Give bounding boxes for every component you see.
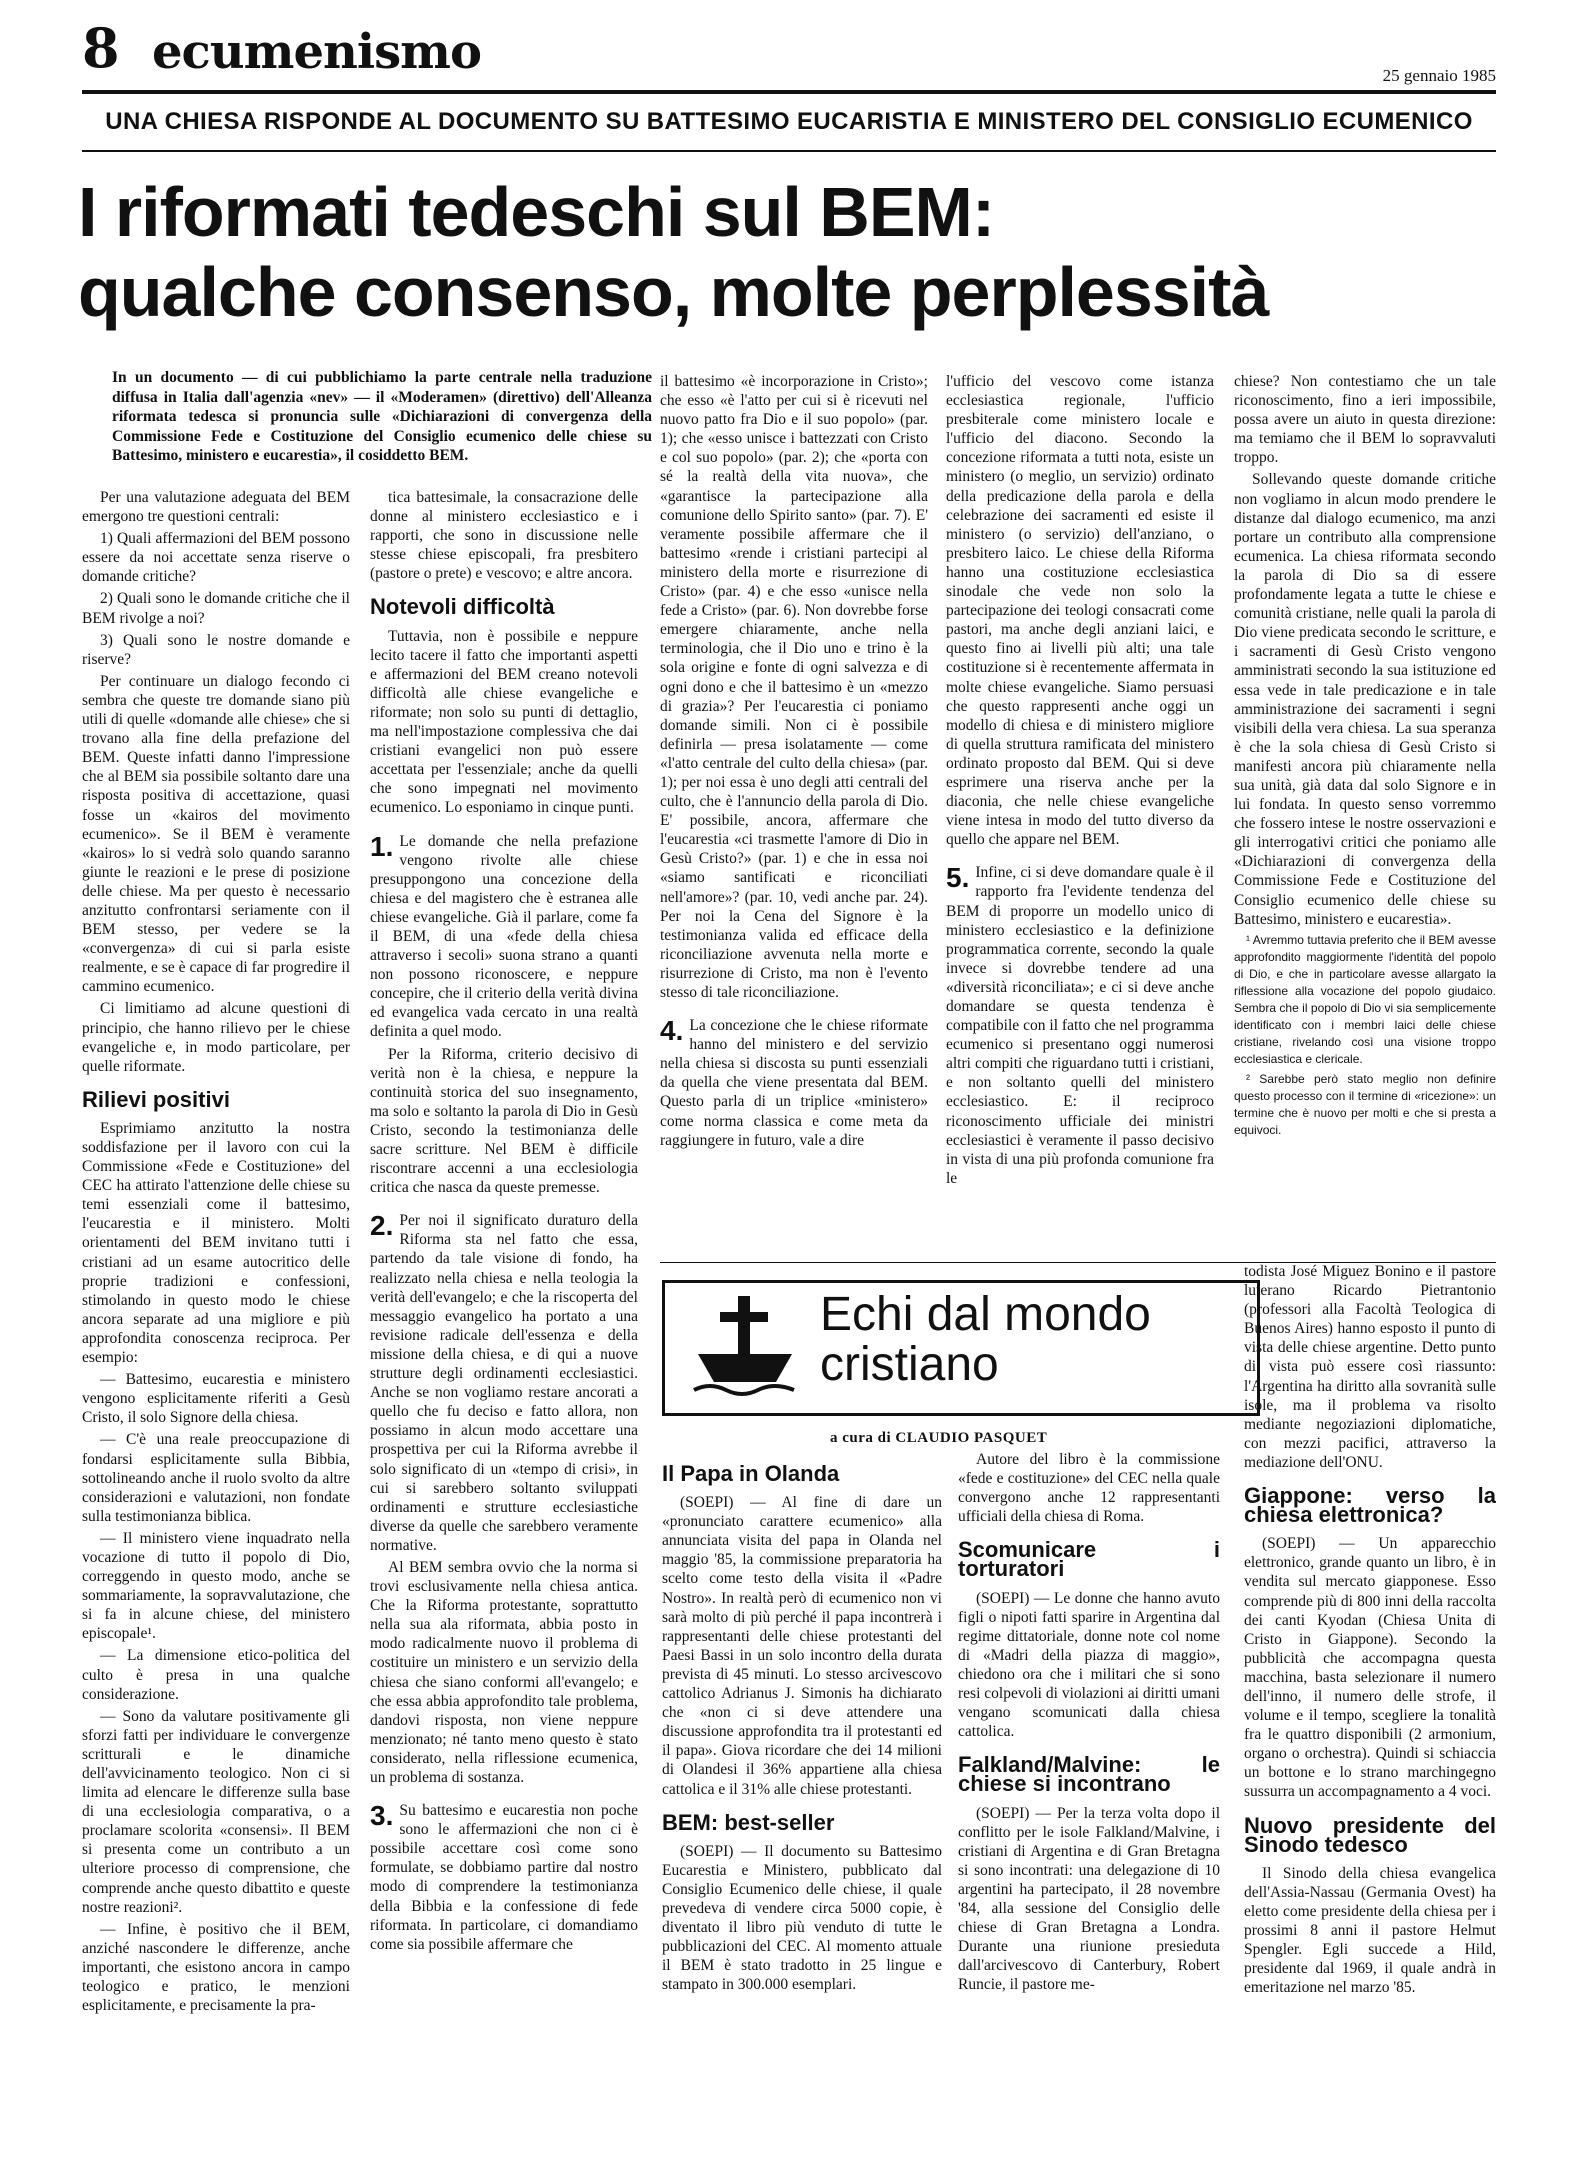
section-title: ecumenismo <box>152 24 481 80</box>
echi-title-line-2: cristiano <box>820 1338 999 1391</box>
footnote-2: ² Sarebbe però stato meglio non definire questo processo con il termine di «ricezione»: un termine che è nuovo per molti e che si presta a equivoci. <box>1234 1071 1496 1137</box>
paragraph: Esprimiamo anzitutto la nostra soddisfazione per il lavoro con cui la Commissione «Fede e Costituzione» del CEC ha attirato l'attenzione delle chiese su temi essenziali come il battesimo, l'eucarestia e il ministero. Molti orientamenti del BEM invitano tutti i cristiani ad un esame autocritico delle proprie tradizioni e confessioni, stimolando in questo modo le chiese ancora separate ad una migliore e più approfondita conoscenza reciproca. Per esempio: <box>82 1119 350 1367</box>
issue-date: 25 gennaio 1985 <box>1382 66 1496 85</box>
subheading-difficolta: Notevoli difficoltà <box>370 594 555 620</box>
paragraph: — La dimensione etico-politica del culto è presa in una qualche considerazione. <box>82 1647 350 1703</box>
paragraph: 1) Quali affermazioni del BEM possono essere da noi accettate senza riserve o domande critiche? <box>82 530 350 586</box>
news-text-falkland: (SOEPI) — Per la terza volta dopo il conflitto per le isole Falkland/Malvine, i cristiani di Argentina e di Gran Bretagna si sono incontrati: una delegazione di 10 argentini ha partecipato, il 28 novembre '84, alla sessione del Consiglio delle chiese di Gran Bretagna a Londra. Durante una riunione presieduta dall'arcivescovo di Canterbury, Robert Runcie, il pastore me- <box>958 1804 1220 1994</box>
echi-title-line-1: Echi dal mondo <box>820 1288 1151 1341</box>
news-text-falkland-cont: todista José Miguez Bonino e il pastore luterano Ricardo Pietrantonio (professori alla Facoltà Teologica di Buenos Aires) hanno esposto il punto di vista delle chiese argentine. Detto punto di vista può essere così riassunto: l'Argentina ha diritto alla sovranità sulle isole, ma il problema va risolto mediante negoziazioni diplomatiche, con mezzi pacifici, attraverso la mediazione dell'ONU. <box>1244 1263 1496 1471</box>
news-title-sinodo: Nuovo presidente del Sinodo tedesco <box>1244 1812 1496 1857</box>
paragraph: Per una valutazione adeguata del BEM emergono tre questioni centrali: <box>82 489 350 526</box>
news-text-bem: (SOEPI) — Il documento su Battesimo Eucarestia e Ministero, pubblicato dal Consiglio Ecumenico delle chiese, il quale prevedeva di vendere circa 5000 copie, è diventato il libro più venduto di tutte le pubblicazioni del CEC. Al momento attuale il BEM è stato tradotto in 25 lingue e stampato in 300.000 esemplari. <box>662 1842 942 1994</box>
article-column-1 <box>82 488 350 2148</box>
cross-boat-icon <box>690 1290 800 1400</box>
headline <box>78 172 1498 332</box>
article-column-5 <box>1234 372 1496 1252</box>
point-number: 3. <box>370 1800 394 1832</box>
paragraph: Su battesimo e eucarestia non poche sono le affermazioni che non ci è possibile accettare così come sono formulate, se dobbiamo partire dal nostro modo di comprendere la testimonianza della Bibbia e la confessione di fede riformata. In particolare, ci domandiamo come sia possibile affermare che <box>370 1802 638 1953</box>
news-text-sinodo: Il Sinodo della chiesa evangelica dell'Assia-Nassau (Germania Ovest) ha eletto come presidente della chiesa per i prossimi 8 anni il pastore Helmut Spengler. Egli succede a Hild, presidente dal 1969, il quale andrà in emeritazione nel marzo '85. <box>1244 1864 1496 1997</box>
headline-line-1: I riformati tedeschi sul BEM: <box>78 173 995 251</box>
paragraph: 2) Quali sono le domande critiche che il BEM rivolge a noi? <box>82 590 350 627</box>
paragraph: Tuttavia, non è possibile e neppure lecito tacere il fatto che importanti aspetti e affermazioni del BEM creano notevoli difficoltà alle chiese evangeliche e riformate; non solo su punti di dettaglio, ma nell'impostazione complessiva che dai cristiani evangelici non può essere accettata per l'essenziale; anche da quelli che sono impegnati nel movimento ecumenico. Lo esponiamo in cinque punti. <box>370 627 638 817</box>
news-title-giappone: Giappone: verso la chiesa elettronica? <box>1244 1483 1496 1528</box>
echi-curator: a cura di CLAUDIO PASQUET <box>830 1430 1048 1446</box>
point-number: 1. <box>370 830 394 862</box>
paragraph: Per noi il significato duraturo della Riforma sta nel fatto che essa, partendo da tale visione di fondo, ha realizzato nella chiesa e nella teologia la verità dell'evangelo; e che la riscoperta del messaggio evangelico ha portato a una revisione radicale dell'essenza e della missione della chiesa, e di qui a nuove strutture degli ordinamenti ecclesiastici. Anche se non vogliamo restare ancorati a quello che fu deciso e fatto allora, non possiamo in alcun modo accettare una prospettiva per cui la Riforma avrebbe il solo significato di un «tempo di crisi», in cui si sarebbero soltanto sviluppati ordinamenti e strutture ecclesiastiche diverse da quelle che sarebbero veramente normative. <box>370 1212 638 1554</box>
kicker: UNA CHIESA RISPONDE AL DOCUMENTO SU BATTESIMO EUCARISTIA E MINISTERO DEL CONSIGLIO ECUMENICO <box>105 108 1473 135</box>
point-number: 5. <box>946 862 970 894</box>
subheading-rilievi: Rilievi positivi <box>82 1086 230 1112</box>
paragraph: il battesimo «è incorporazione in Cristo»; che esso «è l'atto per cui si è ricevuti nel nuovo patto fra Dio e il suo popolo» (par. 1); che «esso unisce i battezzati con Cristo e col suo popolo» (par. 2); che «porta con sé la realtà della vita nuova», che «garantisce la partecipazione alla comunione dello Spirito santo» (par. 7). E' veramente possibile affermare che il battesimo «rende i cristiani partecipi al ministero della morte e risurrezione di Cristo» (par. 4) e che esso «unisce nella fede a Cristo» (par. 6). Non dovrebbe forse emergere chiaramente, anche nella terminologia, che il Dio uno e trino è la sola origine e fonte di ogni salvezza e di ogni dono e che il battesimo è un «mezzo di grazia»? Per l'eucarestia ci poniamo domande simili. Non ci è possibile definirla — presa isolatamente — come «l'atto centrale del culto della chiesa» (par. 1); per noi essa è uno degli atti centrali del culto, che è l'annuncio della parola di Dio. E' possibile, ancora, affermare che l'eucarestia «ci trasmette l'amore di Dio in Gesù Cristo?» (par. 1) e che in essa noi «siamo santificati e riconciliati nell'amore»? (par. 10, vedi anche par. 24). Per noi la Cena del Signore è la testimonianza valida ed efficace della riconciliazione avvenuta nella morte e risurrezione di Cristo, ma non è l'evento stesso di tale riconciliazione. <box>660 373 928 1001</box>
paragraph: Al BEM sembra ovvio che la norma si trovi esclusivamente nella chiesa antica. Che la Riforma protestante, soprattutto nella sua ala riformata, abbia posto in modo radicalmente nuovo il problema di costituire un ministero e un servizio della chiesa che siano conformi all'evangelo; e che essa abbia approfondito tale problema, dandovi risposta, non viene neppure menzionato; né tanto meno questo è stato considerato, nella riflessione ecumenica, un problema di sostanza. <box>370 1558 638 1786</box>
article-lead: In un documento — di cui pubblichiamo la parte centrale nella traduzione diffusa in Italia dall'agenzia «nev» — il «Moderamen» (direttivo) dell'Alleanza riformata tedesca si pronuncia sulle «Dichiarazioni di convergenza della Commissione Fede e Costituzione del Consiglio ecumenico delle chiese su Battesimo, ministero e eucarestia», il cosiddetto BEM. <box>112 369 652 464</box>
paragraph: — Infine, è positivo che il BEM, anziché nascondere le differenze, anche importanti, che esistono ancora in campo teologico e pratico, le menzioni esplicitamente, e precisamente la pra- <box>82 1920 350 2015</box>
page-number: 8 <box>82 16 120 80</box>
news-title-scomunicare: Scomunicare i torturatori <box>958 1537 1220 1582</box>
masthead-rule <box>82 90 1496 94</box>
paragraph: tica battesimale, la consacrazione delle donne al ministero ecclesiastico e i rapporti, che sono in discussione nelle stesse chiese episcopali, fra presbitero (pastore o prete) e vescovo; e altre ancora. <box>370 489 638 583</box>
echi-column-2 <box>958 1450 1220 2150</box>
paragraph: — C'è una reale preoccupazione di fondarsi esplicitamente sulla Bibbia, sottolineando anche il ruolo svolto da altre considerazioni e valutazioni, non fondate sulla testimonianza biblica. <box>82 1431 350 1525</box>
paragraph: 3) Quali sono le nostre domande e riserve? <box>82 631 350 668</box>
point-number: 2. <box>370 1210 394 1242</box>
paragraph: Sollevando queste domande critiche non vogliamo in alcun modo prendere le distanze dal dialogo ecumenico, ma anzi portare un contributo alla comprensione ecumenica. La chiesa riformata secondo la parola di Dio sa di essere profondamente legata a tutte le chiese e comunità cristiane, nelle quali la parola di Dio viene predicata secondo le scritture, e i sacramenti di Gesù Cristo vengono amministrati secondo la sua istituzione ed essa vede in tale predicazione e in tale amministrazione dei sacramenti i segni visibili della vera chiesa. La sua speranza è che la sola chiesa di Gesù Cristo si manifesti ancora più chiaramente nella sua unità, già data dal solo Signore e in lui fondata. In questo senso vorremmo che fossero intese le nostre osservazioni e gli interrogativi critici che poniamo alle «Dichiarazioni di convergenza della Commissione Fede e Costituzione del Consiglio ecumenico delle chiese su Battesimo, ministero e eucarestia». <box>1234 471 1496 928</box>
paragraph: — Battesimo, eucarestia e ministero vengono esplicitamente riferiti a Gesù Cristo, il solo Signore della chiesa. <box>82 1371 350 1427</box>
paragraph: — Il ministero viene inquadrato nella vocazione di tutto il popolo di Dio, correggendo in questo modo, anche se sommariamente, la sopravvalutazione, che si fa in alcune chiese, del ministero episcopale¹. <box>82 1529 350 1643</box>
paragraph: Per continuare un dialogo fecondo ci sembra che queste tre domande siano più utili di quelle «domande alle chiese» che si trovano alla fine della prefazione del BEM. Queste infatti danno l'impressione che al BEM sia possibile soltanto dare una risposta positiva di accettazione, quasi fosse un «kairos del movimento ecumenico». Se il BEM è veramente «kairos» lo si vedrà solo quando saranno giunte le reazioni e le prese di posizione delle chiese. Ma per questo è necessario anzitutto confrontarsi seriamente con il BEM stesso, per vedere se la «convergenza» di cui si parla esiste realmente, e se è capace di far progredire il cammino ecumenico. <box>82 672 350 996</box>
paragraph: Infine, ci si deve domandare quale è il rapporto fra l'evidente tendenza del BEM di proporre un modello unico di ministero ecclesiastico e la definizione programmatica corrente, secondo la quale invece si dovrebbe tendere ad una «diversità riconciliata»; e ci si deve anche domandare se questa tendenza è compatibile con il fatto che nel programma ecumenico si presentano oggi numerosi altri compiti che riguardano tutti i cristiani, e non soltanto quelli del ministero ecclesiastico. E: il reciproco riconoscimento ufficiale dei ministri ecclesiastici è veramente il passo decisivo in vista di una più profonda comunione fra le <box>946 864 1214 1187</box>
paragraph: Le domande che nella prefazione vengono rivolte alle chiese presuppongono una concezione della chiesa e del magistero che è estranea alle chiese evangeliche. Già il parlare, come fa il BEM, di una «fede della chiesa attraverso i secoli» suona strano a quanti non possono riconoscere, e neppure concepire, che il criterio della verità divina ed evangelica vada cercato in una realtà definita a quel modo. <box>370 832 638 1041</box>
kicker-rule <box>82 150 1496 152</box>
news-title-falkland: Falkland/Malvine: le chiese si incontrano <box>958 1752 1220 1797</box>
article-column-3 <box>660 372 928 1252</box>
paragraph: Per la Riforma, criterio decisivo di verità non è la chiesa, e neppure la continuità storica del suo insegnamento, ma solo e soltanto la parola di Dio in Gesù Cristo, secondo la testimonianza delle sacre scritture. Nel BEM è difficile riscontrare accenni a una ecclesiologia critica che nasca da queste premesse. <box>370 1045 638 1197</box>
paragraph: — Sono da valutare positivamente gli sforzi fatti per individuare le convergenze scritturali e le dinamiche dell'avvicinamento teologico. Non ci si limita ad elencare le differenze sulla base di una ecclesiologia comparativa, o a proclamare scolorita «consensi». Il BEM si presenta come un contributo a un ulteriore processo di comprensione, che comprende anche questo dibattito e queste nostre reazioni². <box>82 1707 350 1916</box>
news-text-papa: (SOEPI) — Al fine di dare un «pronunciato carattere ecumenico» alla annunciata visita del papa in Olanda nel maggio '85, la commissione preparatoria ha scelto come testo della visita il «Padre Nostro». In realtà però di ecumenico non vi sarà molto di più perché il papa incontrerà i rappresentanti delle chiese protestanti del Paesi Bassi in un solo incontro della durata prevista di 45 minuti. Lo stesso arcivescovo cattolico Adrianus J. Simonis ha dichiarato che «non ci si deve attendere una discussione approfondita tra il protestanti ed il papa». Giova ricordare che dei 14 milioni di Olandesi il 36% appartiene alla chiesa cattolica e il 31% alle chiese protestanti. <box>662 1494 942 1798</box>
news-text-autore: Autore del libro è la commissione «fede e costituzione» del CEC nella quale convergono anche 12 rappresentanti ufficiali della chiesa di Roma. <box>958 1451 1220 1526</box>
news-title-papa: Il Papa in Olanda <box>662 1461 840 1486</box>
article-column-2 <box>370 488 638 2148</box>
echi-title <box>820 1290 1151 1390</box>
paragraph: chiese? Non contestiamo che un tale riconoscimento, fino a ieri impossibile, possa avere un aiuto in questa direzione: ma temiamo che il BEM lo sopravvaluti troppo. <box>1234 373 1496 467</box>
paragraph: La concezione che le chiese riformate hanno del ministero e del servizio nella chiesa si discosta su punti essenziali da quella che viene presentata dal BEM. Questo parla di un triplice «ministero» come norma classica e come meta da raggiungere in futuro, vale a dire <box>660 1017 928 1149</box>
news-text-giappone: (SOEPI) — Un apparecchio elettronico, grande quanto un libro, è in vendita sul mercato giapponese. Esso comprende più di 800 inni della raccolta dei canti Kyodan (Chiesa Unita di Cristo in Giappone). Secondo la pubblicità che accompagna questa macchina, basta selezionare il numero dell'inno, il numero delle strofe, il volume e il tempo, scegliere la tonalità fra le quattro disponibili (2 armonium, organo o orchestra). Quindi si schiaccia un bottone e lo strano marchingegno sussurra un accompagnamento a 4 voci. <box>1244 1535 1496 1801</box>
footnote-1: ¹ Avremmo tuttavia preferito che il BEM avesse approfondito maggiormente l'identità del popolo di Dio, e che in particolare avesse allargato la riflessione alla vocazione del popolo giudaico. Sembra che il popolo di Dio vi sia semplicemente identificato con i membri laici delle chiese cristiane, rivelando così una visione troppo ecclesiastica e clericale. <box>1234 932 1496 1066</box>
echi-column-1 <box>662 1450 942 2150</box>
paragraph: Ci limitiamo ad alcune questioni di principio, che hanno rilievo per le chiese evangeliche e, in modo particolare, per quelle riformate. <box>82 1000 350 1075</box>
article-column-4 <box>946 372 1214 1252</box>
headline-line-2: qualche consenso, molte perplessità <box>78 253 1269 331</box>
news-text-scomunicare: (SOEPI) — Le donne che hanno avuto figli o nipoti fatti sparire in Argentina dal regime dittatoriale, donne note col nome di «Madri della piazza di maggio», chiedono ora che i militari che si sono resi colpevoli di violazioni ai diritti umani vengano scomunicati dalla chiesa cattolica. <box>958 1589 1220 1741</box>
point-number: 4. <box>660 1015 684 1047</box>
news-title-bem: BEM: best-seller <box>662 1809 835 1835</box>
paragraph: l'ufficio del vescovo come istanza ecclesiastica regionale, l'ufficio presbiterale come ministero locale e l'ufficio del diacono. Secondo la concezione riformata a tutti nota, esiste un ministero (o meglio, un servizio) ordinato della predicazione della parola e della celebrazione dei sacramenti ed esiste il ministero (o servizio) dell'anziano, o presbitero laico. Le chiese della Riforma hanno una costituzione ecclesiastica sinodale che vede non solo la partecipazione dei teologi consacrati come pastori, ma anche degli anziani laici, e questo fino ai livelli più alti; una tale costituzione si è recentemente affermata in molte chiese evangeliche. Siamo persuasi che questo rappresenti anche oggi un modello di chiesa e di ministero migliore di quella struttura ramificata del ministero ordinato proposto dal BEM. Qui si deve esprimere una riserva anche per la diaconia, che nelle chiese evangeliche viene intesa in modo del tutto diverso da quello che appare nel BEM. <box>946 373 1214 849</box>
echi-column-3 <box>1244 1262 1496 2152</box>
